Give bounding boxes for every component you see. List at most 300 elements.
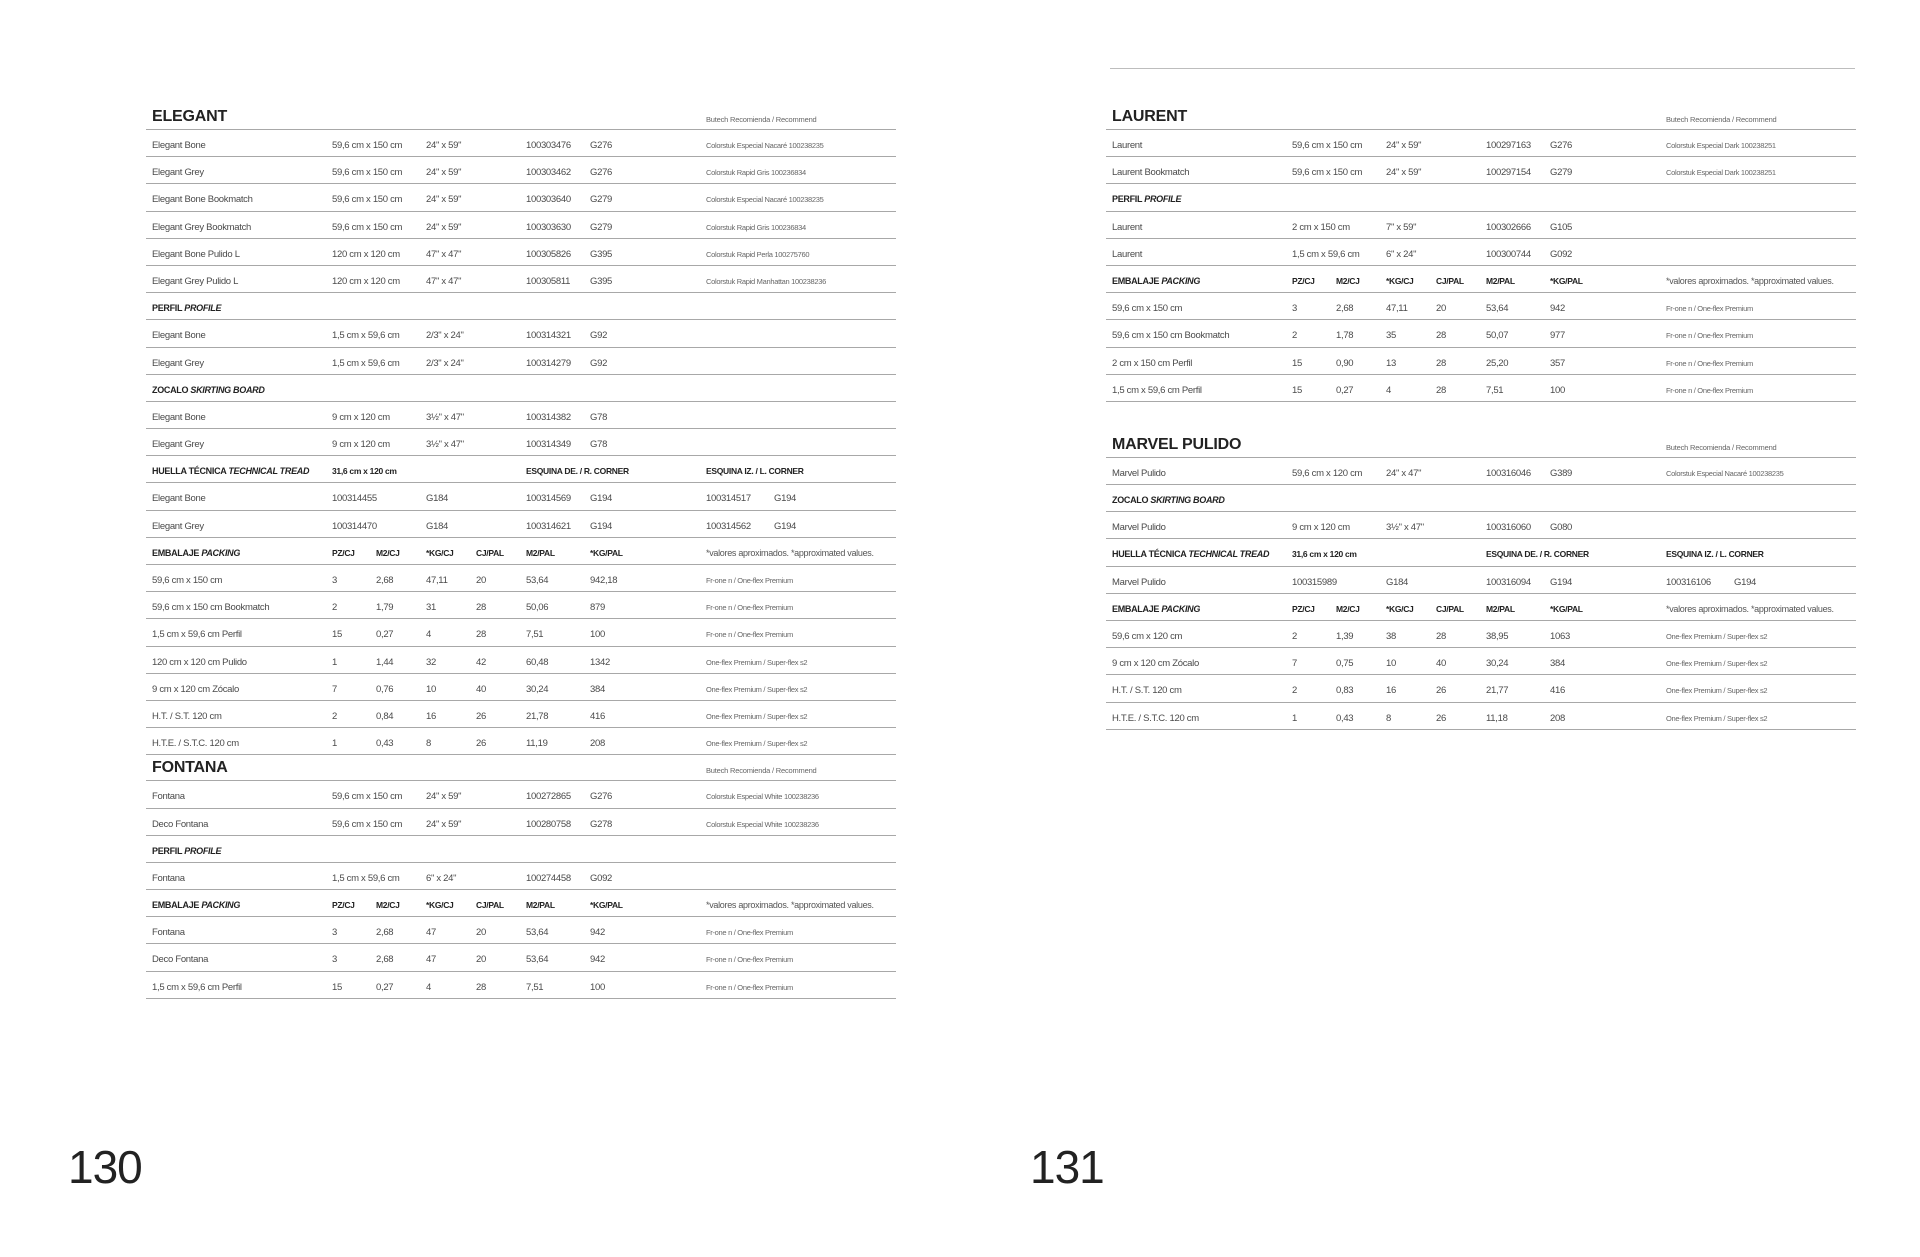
pallet-type: One-flex Premium / Super-flex s2 (1666, 632, 1768, 641)
right-corner-code: 100316094 (1486, 576, 1531, 588)
product-name: Deco Fontana (152, 818, 209, 830)
packing-col-header: *KG/CJ (1386, 603, 1414, 614)
packing-row (146, 647, 896, 674)
size-cm: 59,6 cm x 150 cm (332, 167, 403, 179)
pallet-type: One-flex Premium / Super-flex s2 (1666, 659, 1768, 669)
packing-value: 28 (1436, 357, 1446, 369)
packing-value: 20 (476, 954, 486, 966)
packing-header-label-en: PACKING (1161, 275, 1201, 286)
packing-value: 0,27 (376, 981, 394, 993)
left-corner-ref: G194 (1734, 576, 1757, 588)
product-row (146, 809, 896, 836)
packing-value: 38 (1386, 631, 1396, 642)
packing-value: 0,27 (376, 629, 394, 641)
packing-format: 9 cm x 120 cm Zócalo (1112, 658, 1199, 670)
packing-value: 3 (332, 954, 337, 966)
section-title: LAURENT (1112, 108, 1188, 125)
packing-value: 47,11 (426, 575, 448, 586)
profile-header-label-en: PROFILE (184, 303, 222, 314)
packing-value: 16 (426, 710, 436, 722)
packing-value: 0,76 (376, 683, 394, 695)
packing-row (1106, 348, 1856, 375)
packing-row (1106, 621, 1856, 648)
tread-header (146, 456, 896, 483)
recommended-grout: Colorstuk Especial White 100238236 (706, 819, 819, 829)
packing-col-header: M2/CJ (376, 900, 400, 911)
page-number-right: 131 (1030, 1141, 1104, 1193)
packing-format: H.T.E. / S.T.C. 120 cm (1112, 712, 1199, 724)
tread-header-label (1112, 549, 1269, 559)
pallet-type: Fr-one n / One-flex Premium (1666, 358, 1753, 368)
product-name: Elegant Bone Bookmatch (152, 194, 253, 206)
packing-value: 384 (590, 683, 605, 695)
size-cm: 9 cm x 120 cm (332, 439, 390, 451)
packing-row (146, 917, 896, 944)
packing-format: H.T. / S.T. 120 cm (1112, 685, 1182, 697)
product-row (1106, 512, 1856, 539)
packing-col-header: CJ/PAL (1436, 603, 1464, 614)
right-corner-header: ESQUINA DE. / R. CORNER (1486, 549, 1589, 560)
right-corner-ref: G194 (590, 493, 613, 505)
skirting-header-label-en: SKIRTING BOARD (190, 384, 265, 395)
product-name: Elegant Bone (152, 411, 206, 423)
size-inches: 6" x 24" (1386, 248, 1417, 260)
packing-value: 10 (426, 683, 436, 695)
product-ref: G105 (1550, 221, 1573, 233)
packing-value: 15 (332, 629, 342, 641)
product-name: Elegant Grey Pulido L (152, 275, 239, 287)
approx-note: *valores aproximados. *approximated values. (1666, 275, 1834, 286)
packing-value: 26 (1436, 685, 1446, 697)
packing-row (146, 674, 896, 701)
left-corner-code: 100316106 (1666, 576, 1711, 588)
section-header (1106, 432, 1856, 458)
packing-value: 0,90 (1336, 357, 1354, 369)
packing-row (146, 944, 896, 971)
packing-row (146, 701, 896, 728)
packing-value: 942 (1550, 303, 1565, 315)
packing-header-label-en: PACKING (201, 900, 241, 911)
packing-col-header: M2/PAL (526, 900, 555, 911)
product-code: 100314321 (526, 330, 571, 342)
packing-value: 2 (1292, 330, 1297, 342)
profile-header-label-es: PERFIL (152, 845, 185, 856)
packing-col-header: CJ/PAL (476, 900, 504, 911)
tread-row (146, 483, 896, 510)
packing-col-header: *KG/PAL (1550, 275, 1583, 286)
packing-value: 28 (1436, 330, 1446, 342)
skirting-header-label-es: ZOCALO (152, 384, 191, 395)
product-ref: G276 (1550, 140, 1573, 151)
product-code: 100300744 (1486, 248, 1531, 260)
packing-header (1106, 266, 1856, 293)
pallet-type: One-flex Premium / Super-flex s2 (706, 739, 808, 749)
product-ref: G279 (590, 221, 613, 233)
product-name: Fontana (152, 872, 185, 884)
page-number-left: 130 (68, 1141, 142, 1193)
product-row (1106, 239, 1856, 266)
packing-col-header: *KG/PAL (1550, 603, 1583, 614)
product-name: Marvel Pulido (1112, 576, 1166, 588)
size-inches: 3½" x 47" (426, 439, 464, 451)
product-ref: G92 (590, 330, 608, 342)
packing-format: 59,6 cm x 150 cm Bookmatch (1112, 330, 1230, 342)
packing-value: 4 (426, 981, 431, 993)
packing-value: 53,64 (1486, 303, 1509, 315)
packing-value: 3 (332, 575, 337, 586)
tread-header-label (152, 466, 309, 476)
product-ref: G395 (590, 248, 613, 260)
pallet-type: Fr-one n / One-flex Premium (706, 982, 793, 992)
recommended-grout: Colorstuk Especial White 100238236 (706, 792, 819, 802)
packing-value: 942,18 (590, 575, 618, 586)
pallet-type: One-flex Premium / Super-flex s2 (1666, 686, 1768, 696)
packing-value: 15 (332, 981, 342, 993)
product-row (146, 239, 896, 266)
profile-header (146, 293, 896, 320)
packing-value: 47,11 (1386, 303, 1408, 315)
packing-value: 15 (1292, 357, 1302, 369)
packing-value: 28 (476, 981, 486, 993)
product-name: Marvel Pulido (1112, 522, 1166, 534)
packing-value: 1,79 (376, 602, 394, 614)
size-cm: 59,6 cm x 150 cm (332, 194, 403, 206)
recommended-grout: Colorstuk Rapid Perla 100275760 (706, 249, 810, 259)
product-ref: G395 (590, 275, 613, 287)
size-inches: 24" x 47" (1386, 467, 1422, 479)
packing-format: H.T. / S.T. 120 cm (152, 710, 222, 722)
packing-value: 208 (1550, 712, 1565, 724)
packing-format: 9 cm x 120 cm Zócalo (152, 683, 239, 695)
right-corner-ref: G194 (1550, 576, 1573, 588)
packing-value: 28 (476, 629, 486, 641)
packing-value: 53,64 (526, 927, 549, 939)
section-header (146, 755, 896, 781)
packing-value: 21,78 (526, 710, 549, 722)
product-row (146, 781, 896, 808)
packing-col-header: PZ/CJ (332, 547, 355, 558)
size-inches: 3½" x 47" (1386, 522, 1424, 534)
packing-value: 100 (590, 981, 605, 993)
packing-header-label-es: EMBALAJE (152, 900, 202, 911)
section-title: FONTANA (152, 759, 228, 777)
packing-header-label-es: EMBALAJE (1112, 603, 1162, 614)
skirting-header-label (152, 385, 265, 395)
product-name: Elegant Bone Pulido L (152, 248, 240, 260)
product-row (146, 266, 896, 293)
packing-row (1106, 703, 1856, 730)
packing-format: 120 cm x 120 cm Pulido (152, 656, 247, 668)
right-page (960, 0, 1920, 1257)
packing-value: 8 (426, 738, 431, 750)
recommend-note: Butech Recomienda / Recommend (1666, 115, 1777, 124)
product-row (146, 157, 896, 184)
packing-value: 1063 (1550, 631, 1570, 642)
packing-format: 59,6 cm x 150 cm (1112, 303, 1183, 315)
packing-col-header: M2/CJ (1336, 603, 1360, 614)
packing-value: 53,64 (526, 575, 549, 586)
tread-row (1106, 567, 1856, 594)
packing-value: 11,19 (526, 738, 548, 750)
recommended-grout: Colorstuk Rapid Gris 100236834 (706, 168, 806, 178)
packing-value: 2,68 (376, 954, 394, 966)
packing-header-label-es: EMBALAJE (1112, 275, 1162, 286)
pallet-type: One-flex Premium / Super-flex s2 (1666, 713, 1768, 723)
packing-col-header: *KG/PAL (590, 547, 623, 558)
packing-col-header: *KG/CJ (426, 547, 454, 558)
recommended-grout: Colorstuk Rapid Manhattan 100238236 (706, 276, 827, 286)
packing-value: 21,77 (1486, 685, 1509, 697)
packing-header-label (1112, 604, 1200, 614)
packing-col-header: M2/CJ (376, 547, 400, 558)
packing-header-label-en: PACKING (201, 547, 241, 558)
pallet-type: Fr-one n / One-flex Premium (1666, 304, 1753, 314)
product-name: Laurent (1112, 248, 1143, 260)
packing-header-label-en: PACKING (1161, 603, 1201, 614)
packing-row (1106, 375, 1856, 402)
packing-value: 26 (476, 710, 486, 722)
packing-col-header: *KG/PAL (590, 900, 623, 911)
tread-header-label-es: HUELLA TÉCNICA (1112, 549, 1189, 560)
size-inches: 3½" x 47" (426, 411, 464, 423)
packing-col-header: CJ/PAL (1436, 275, 1464, 286)
product-ref: G279 (590, 194, 613, 206)
approx-note: *valores aproximados. *approximated values. (706, 900, 874, 911)
size-cm: 1,5 cm x 59,6 cm (1292, 248, 1360, 260)
packing-value: 20 (476, 927, 486, 939)
product-ref: G389 (1550, 467, 1573, 479)
product-row (146, 348, 896, 375)
product-ref: G080 (1550, 522, 1573, 534)
left-corner-code: 100314517 (706, 493, 751, 505)
approx-note: *valores aproximados. *approximated values. (1666, 603, 1834, 614)
product-name: Laurent (1112, 221, 1143, 233)
packing-value: 20 (476, 575, 486, 586)
product-code: 100303640 (526, 194, 571, 206)
product-name: Fontana (152, 791, 185, 803)
packing-value: 25,20 (1486, 357, 1509, 369)
packing-col-header: M2/PAL (1486, 603, 1515, 614)
size-cm: 59,6 cm x 120 cm (1292, 467, 1363, 479)
packing-row (1106, 293, 1856, 320)
packing-col-header: PZ/CJ (1292, 275, 1315, 286)
packing-format: Deco Fontana (152, 954, 209, 966)
packing-value: 53,64 (526, 954, 549, 966)
recommended-grout: Colorstuk Especial Nacaré 100238235 (706, 195, 824, 205)
packing-value: 40 (1436, 658, 1446, 670)
packing-value: 2 (332, 710, 337, 722)
recommended-grout: Colorstuk Especial Dark 100238251 (1666, 168, 1776, 178)
size-cm: 59,6 cm x 150 cm (332, 791, 403, 803)
packing-value: 384 (1550, 658, 1565, 670)
packing-row (146, 565, 896, 592)
size-cm: 9 cm x 120 cm (332, 411, 390, 423)
packing-row (146, 592, 896, 619)
product-name: Elegant Bone (152, 493, 206, 505)
packing-col-header: PZ/CJ (332, 900, 355, 911)
recommended-grout: Colorstuk Especial Nacaré 100238235 (1666, 468, 1784, 478)
recommend-note: Butech Recomienda / Recommend (706, 766, 817, 776)
left-corner-ref: G194 (774, 493, 797, 505)
product-ref: G092 (590, 872, 613, 884)
packing-value: 0,27 (1336, 384, 1354, 396)
size-cm: 59,6 cm x 150 cm (1292, 140, 1363, 151)
packing-value: 26 (1436, 712, 1446, 724)
packing-format: 2 cm x 150 cm Perfil (1112, 357, 1193, 369)
packing-format: 59,6 cm x 150 cm Bookmatch (152, 602, 270, 614)
product-row (146, 212, 896, 239)
product-row (1106, 212, 1856, 239)
packing-value: 7 (332, 683, 337, 695)
packing-header (146, 538, 896, 565)
tread-row (146, 511, 896, 538)
profile-header (146, 836, 896, 863)
size-cm: 120 cm x 120 cm (332, 275, 400, 287)
packing-value: 1,39 (1336, 631, 1354, 642)
size-inches: 24" x 59" (1386, 167, 1422, 179)
packing-value: 11,18 (1486, 712, 1508, 724)
product-row (1106, 157, 1856, 184)
packing-value: 28 (1436, 631, 1446, 642)
packing-value: 2 (1292, 685, 1297, 697)
product-code: 100314382 (526, 411, 571, 423)
product-code: 100303476 (526, 140, 571, 151)
product-ref: G78 (590, 411, 608, 423)
packing-row (1106, 320, 1856, 347)
packing-header-label (1112, 276, 1200, 286)
packing-value: 1 (332, 656, 337, 668)
packing-value: 0,84 (376, 710, 394, 722)
packing-col-header: M2/PAL (1486, 275, 1515, 286)
packing-value: 100 (590, 629, 605, 641)
packing-value: 7 (1292, 658, 1297, 670)
packing-value: 20 (1436, 303, 1446, 315)
left-corner-ref: G194 (774, 520, 797, 532)
tread-header-label-en: TECHNICAL TREAD (228, 466, 310, 477)
packing-header (1106, 594, 1856, 621)
packing-format: Fontana (152, 927, 185, 939)
section-gap (1106, 402, 1856, 432)
packing-value: 28 (476, 602, 486, 614)
product-name: Elegant Bone (152, 140, 206, 151)
packing-value: 31 (426, 602, 436, 614)
profile-header-label (152, 846, 221, 856)
product-ref: G276 (590, 791, 613, 803)
packing-value: 47 (426, 927, 436, 939)
product-row (146, 863, 896, 890)
pallet-type: Fr-one n / One-flex Premium (706, 928, 793, 938)
product-ref: G278 (590, 818, 613, 830)
pallet-type: One-flex Premium / Super-flex s2 (706, 711, 808, 721)
size-cm: 1,5 cm x 59,6 cm (332, 872, 400, 884)
packing-value: 38,95 (1486, 631, 1509, 642)
packing-value: 2 (332, 602, 337, 614)
packing-value: 1 (332, 738, 337, 750)
size-inches: 6" x 24" (426, 872, 457, 884)
right-corner-header: ESQUINA DE. / R. CORNER (526, 466, 629, 477)
product-name: Elegant Grey (152, 357, 204, 369)
packing-format: H.T.E. / S.T.C. 120 cm (152, 738, 239, 750)
packing-format: 1,5 cm x 59,6 cm Perfil (152, 629, 242, 641)
left-page-content (146, 104, 896, 999)
right-page-content (1106, 104, 1856, 730)
section-header (1106, 104, 1856, 130)
size-inches: 24" x 59" (426, 167, 462, 179)
packing-value: 1,44 (376, 656, 394, 668)
size-cm: 1,5 cm x 59,6 cm (332, 330, 400, 342)
skirting-header-label-es: ZOCALO (1112, 495, 1151, 506)
product-code: 100303462 (526, 167, 571, 179)
tread-code: 100314455 (332, 493, 377, 505)
skirting-header-label-en: SKIRTING BOARD (1150, 495, 1225, 506)
packing-format: 1,5 cm x 59,6 cm Perfil (1112, 384, 1202, 396)
packing-value: 416 (590, 710, 605, 722)
product-code: 100280758 (526, 818, 571, 830)
size-inches: 24" x 59" (426, 194, 462, 206)
profile-header-label-en: PROFILE (184, 845, 222, 856)
size-inches: 2/3" x 24" (426, 330, 464, 342)
size-inches: 47" x 47" (426, 248, 462, 260)
pallet-type: Fr-one n / One-flex Premium (1666, 385, 1753, 395)
packing-value: 1 (1292, 712, 1297, 724)
profile-header-label-es: PERFIL (152, 303, 185, 314)
product-name: Elegant Grey (152, 167, 204, 179)
pallet-type: One-flex Premium / Super-flex s2 (706, 657, 808, 667)
packing-col-header: *KG/CJ (1386, 275, 1414, 286)
product-name: Marvel Pulido (1112, 467, 1166, 479)
skirting-header (1106, 485, 1856, 512)
product-ref: G92 (590, 357, 608, 369)
product-row (146, 429, 896, 456)
pallet-type: Fr-one n / One-flex Premium (706, 955, 793, 965)
packing-row (1106, 648, 1856, 675)
packing-value: 942 (590, 954, 605, 966)
packing-col-header: CJ/PAL (476, 547, 504, 558)
packing-col-header: *KG/CJ (426, 900, 454, 911)
packing-value: 30,24 (526, 683, 549, 695)
packing-value: 977 (1550, 330, 1565, 342)
product-code: 100297154 (1486, 167, 1531, 179)
product-row (146, 402, 896, 429)
packing-value: 32 (426, 656, 436, 668)
packing-value: 4 (426, 629, 431, 641)
packing-col-header: PZ/CJ (1292, 603, 1315, 614)
pallet-type: Fr-one n / One-flex Premium (1666, 331, 1753, 341)
section-header (146, 104, 896, 130)
tread-size: 31,6 cm x 120 cm (1292, 549, 1357, 560)
product-ref: G279 (1550, 167, 1573, 179)
size-cm: 120 cm x 120 cm (332, 248, 400, 260)
profile-header (1106, 184, 1856, 211)
approx-note: *valores aproximados. *approximated values. (706, 547, 874, 558)
recommended-grout: Colorstuk Rapid Gris 100236834 (706, 222, 806, 232)
packing-value: 357 (1550, 357, 1565, 369)
profile-header-label-es: PERFIL (1112, 194, 1145, 205)
product-ref: G092 (1550, 248, 1573, 260)
packing-format: 59,6 cm x 150 cm (152, 575, 223, 586)
tread-header-label-en: TECHNICAL TREAD (1188, 549, 1270, 560)
size-inches: 47" x 47" (426, 275, 462, 287)
left-corner-code: 100314562 (706, 520, 751, 532)
profile-header-label (152, 303, 221, 313)
product-code: 100303630 (526, 221, 571, 233)
packing-value: 0,43 (1336, 712, 1354, 724)
tread-header-label-es: HUELLA TÉCNICA (152, 466, 229, 477)
pallet-type: Fr-one n / One-flex Premium (706, 630, 793, 640)
profile-header-label-en: PROFILE (1144, 194, 1182, 205)
size-inches: 2/3" x 24" (426, 357, 464, 369)
right-corner-code: 100314621 (526, 520, 571, 532)
